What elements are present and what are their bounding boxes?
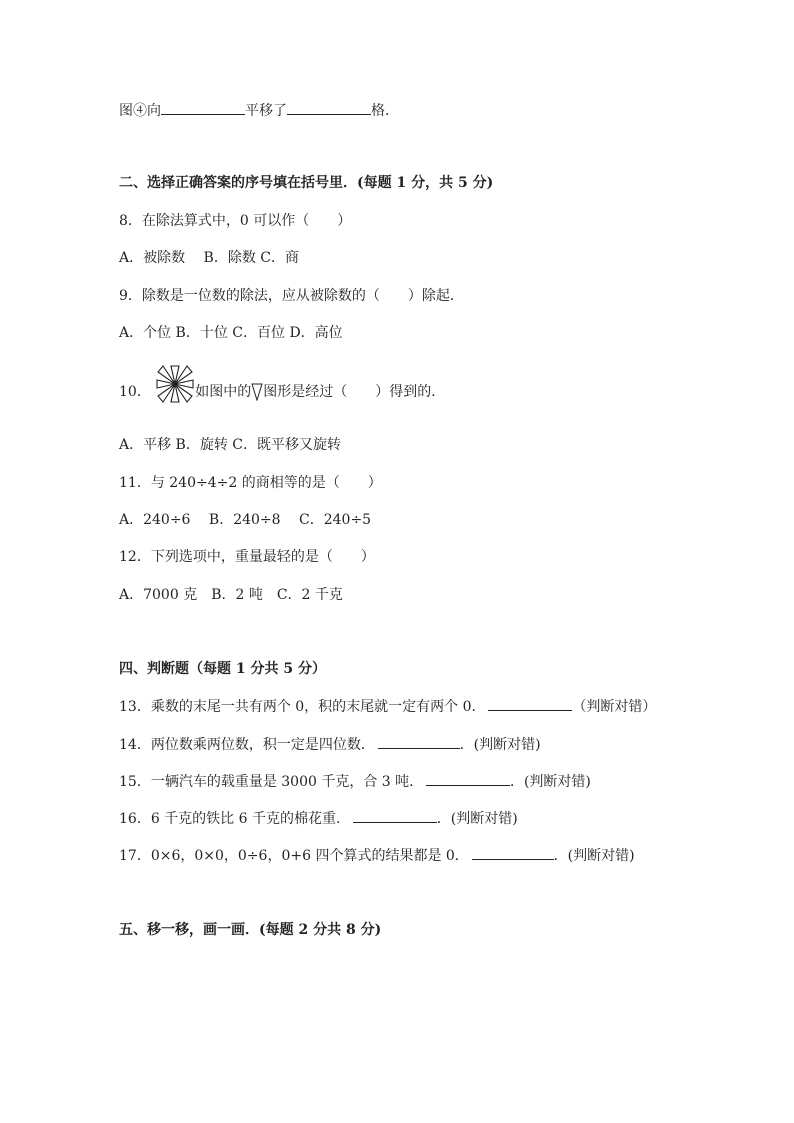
- q12-options: A．7000 克 B．2 吨 C．2 千克: [119, 587, 343, 603]
- q7-suffix: 格．: [371, 103, 399, 119]
- q13-tail: （判断对错）: [572, 699, 657, 715]
- q7-blank-count[interactable]: [287, 100, 371, 115]
- q10-stem: [119, 380, 445, 404]
- q16-text: 16．6 千克的铁比 6 千克的棉花重．: [119, 811, 350, 827]
- q15-line: [119, 771, 591, 792]
- q8-options: A．被除数 B．除数 C．商: [119, 250, 300, 266]
- q13-text: 13．乘数的末尾一共有两个 0，积的末尾就一定有两个 0．: [119, 699, 486, 715]
- q15-text: 15．一辆汽车的载重量是 3000 千克，合 3 吨．: [119, 774, 424, 790]
- q7-prefix: 图④向: [119, 103, 161, 119]
- q10-number: 10．: [119, 384, 151, 400]
- pinwheel-figure-icon: [155, 364, 195, 404]
- q11-stem: 11．与 240÷4÷2 的商相等的是（ ）: [119, 475, 382, 491]
- q17-line: [119, 845, 635, 866]
- triangle-shape-icon: [251, 383, 263, 401]
- section4-heading: 四、判断题（每题 1 分共 5 分）: [119, 661, 326, 677]
- q9-stem: 9．除数是一位数的除法，应从被除数的（ ）除起．: [119, 288, 464, 304]
- q16-tail: ．(判断对错): [436, 811, 518, 827]
- q8-stem: 8．在除法算式中，0 可以作（ ）: [119, 213, 352, 229]
- q7-tail-line: [119, 100, 399, 121]
- q10-options: A．平移 B．旋转 C．既平移又旋转: [119, 437, 342, 453]
- q7-middle: 平移了: [245, 103, 287, 119]
- q10-part1: 如图中的: [195, 384, 252, 400]
- q12-stem: 12．下列选项中，重量最轻的是（ ）: [119, 549, 375, 565]
- q13-line: [119, 696, 656, 717]
- q15-answer-blank[interactable]: [426, 771, 510, 786]
- q17-answer-blank[interactable]: [472, 845, 554, 860]
- q14-answer-blank[interactable]: [378, 734, 460, 749]
- q16-answer-blank[interactable]: [353, 808, 437, 823]
- q17-tail: ．(判断对错): [553, 848, 635, 864]
- q15-tail: ．(判断对错): [509, 774, 591, 790]
- section2-heading: 二、选择正确答案的序号填在括号里．(每题 1 分，共 5 分): [119, 175, 494, 191]
- q14-line: [119, 734, 541, 755]
- q14-tail: ．(判断对错): [459, 737, 541, 753]
- q7-blank-direction[interactable]: [161, 100, 245, 115]
- q10-part2: 图形是经过（ ）得到的．: [263, 384, 446, 400]
- q13-answer-blank[interactable]: [488, 696, 572, 711]
- section5-heading: 五、移一移，画一画．(每题 2 分共 8 分): [119, 922, 382, 938]
- q17-text: 17．0×6，0×0，0÷6，0+6 四个算式的结果都是 0．: [119, 848, 469, 864]
- q14-text: 14．两位数乘两位数，积一定是四位数．: [119, 737, 375, 753]
- q9-options: A．个位 B．十位 C．百位 D．高位: [119, 325, 343, 341]
- q11-options: A．240÷6 B．240÷8 C．240÷5: [119, 512, 372, 528]
- q16-line: [119, 808, 518, 829]
